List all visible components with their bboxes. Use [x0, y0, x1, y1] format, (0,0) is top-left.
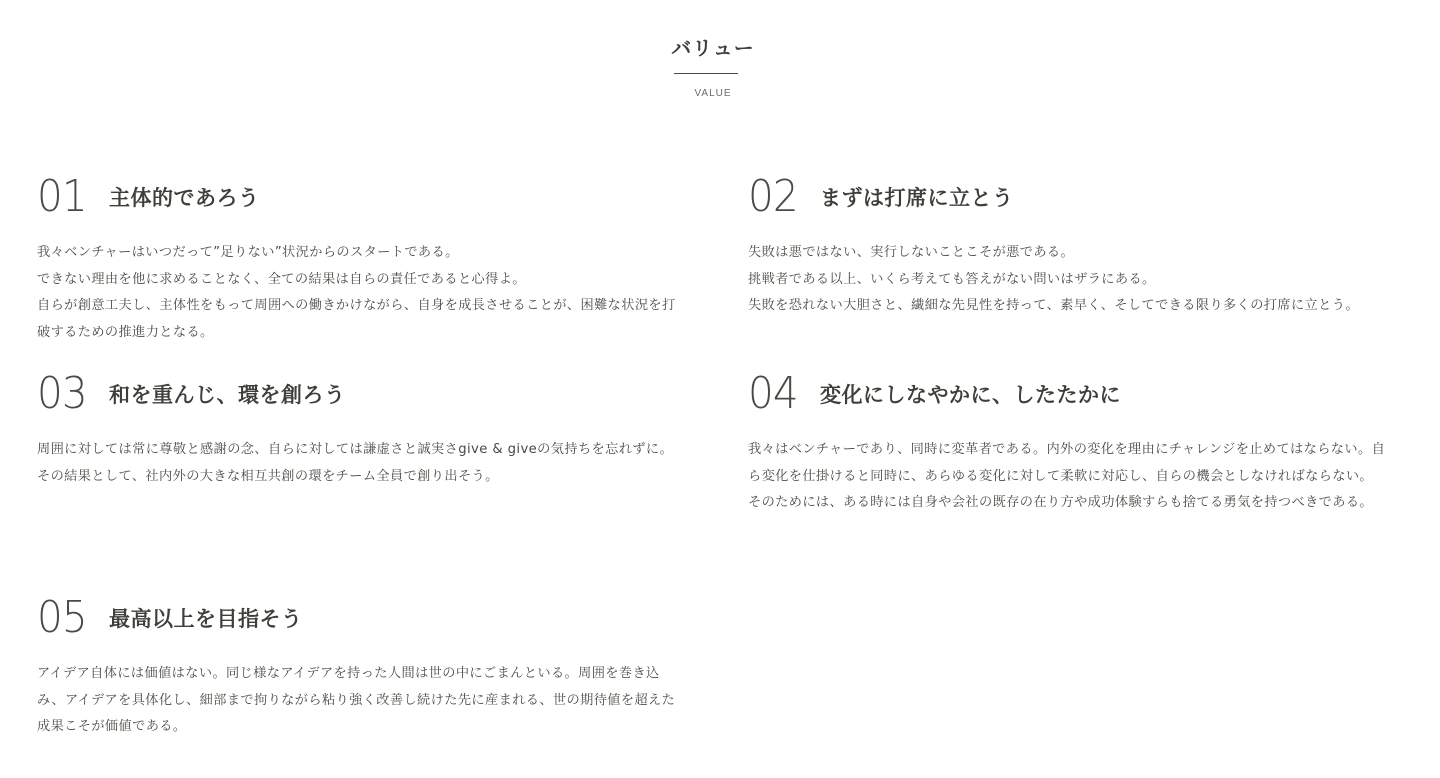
value-item-01 — [37, 172, 687, 346]
description-line: 我々ベンチャーはいつだって”足りない”状況からのスタートである。 — [37, 245, 459, 260]
value-item-04 — [748, 369, 1398, 517]
value-item-02 — [748, 172, 1398, 320]
value-title: 最高以上を目指そう — [109, 607, 303, 631]
value-number: 05 — [37, 592, 87, 643]
description-line: 挑戦者である以上、いくら考えても答えがない問いはザラにある。 — [748, 271, 1156, 287]
value-heading — [37, 369, 687, 419]
value-title: まずは打席に立とう — [820, 186, 1014, 210]
description-line: そのためには、ある時には自身や会社の既存の在り方や成功体験すらも捨てる勇気を持つべきである。 — [748, 495, 1374, 510]
value-heading — [37, 172, 687, 222]
description-line: 我々はベンチャーであり、同時に変革者である。内外の変化を理由にチャレンジを止めてはならない。自ら変化を仕掛けると同時に、あらゆる変化に対して柔軟に対応し、自らの機会としなければならない。 — [748, 442, 1386, 484]
description-line: 自らが創意工夫し、主体性をもって周囲への働きかけながら、自身を成長させることが、困難な状況を打破するための推進力となる。 — [37, 298, 676, 340]
section-subtitle: VALUE — [694, 88, 732, 99]
value-title: 変化にしなやかに、したたかに — [820, 383, 1121, 407]
value-heading — [748, 172, 1398, 222]
value-item-05 — [37, 593, 687, 741]
value-description — [37, 437, 687, 490]
value-description — [748, 437, 1398, 517]
value-title: 和を重んじ、環を創ろう — [109, 383, 346, 407]
section-header — [0, 34, 1440, 99]
value-heading — [748, 369, 1398, 419]
description-line: 周囲に対しては常に尊敬と感謝の念、自らに対しては謙虚さと誠実さgive & giveの気持ちを忘れずに。 — [37, 442, 674, 457]
value-description — [37, 240, 687, 346]
value-number: 02 — [748, 171, 798, 222]
description-line: 失敗は悪ではない、実行しないことこそが悪である。 — [748, 245, 1075, 260]
value-heading — [37, 593, 687, 643]
value-item-03 — [37, 369, 687, 490]
value-title: 主体的であろう — [109, 186, 260, 210]
title-divider — [674, 73, 738, 74]
description-line: できない理由を他に求めることなく、全ての結果は自らの責任であると心得よ。 — [37, 271, 526, 287]
value-number: 01 — [37, 171, 87, 222]
value-number: 04 — [748, 368, 798, 419]
section-title: バリュー — [671, 36, 755, 60]
description-line: その結果として、社内外の大きな相互共創の環をチーム全員で創り出そう。 — [37, 468, 499, 484]
description-line: アイデア自体には価値はない。同じ様なアイデアを持った人間は世の中にごまんといる。周囲を巻き込み、アイデアを具体化し、細部まで拘りながら粘り強く改善し続けた先に産まれる、世の期待値を超えた成果こそが価値である。 — [37, 666, 676, 734]
value-description — [37, 661, 687, 741]
value-description — [748, 240, 1398, 320]
description-line: 失敗を恐れない大胆さと、繊細な先見性を持って、素早く、そしてできる限り多くの打席に立とう。 — [748, 298, 1359, 313]
value-number: 03 — [37, 368, 87, 419]
